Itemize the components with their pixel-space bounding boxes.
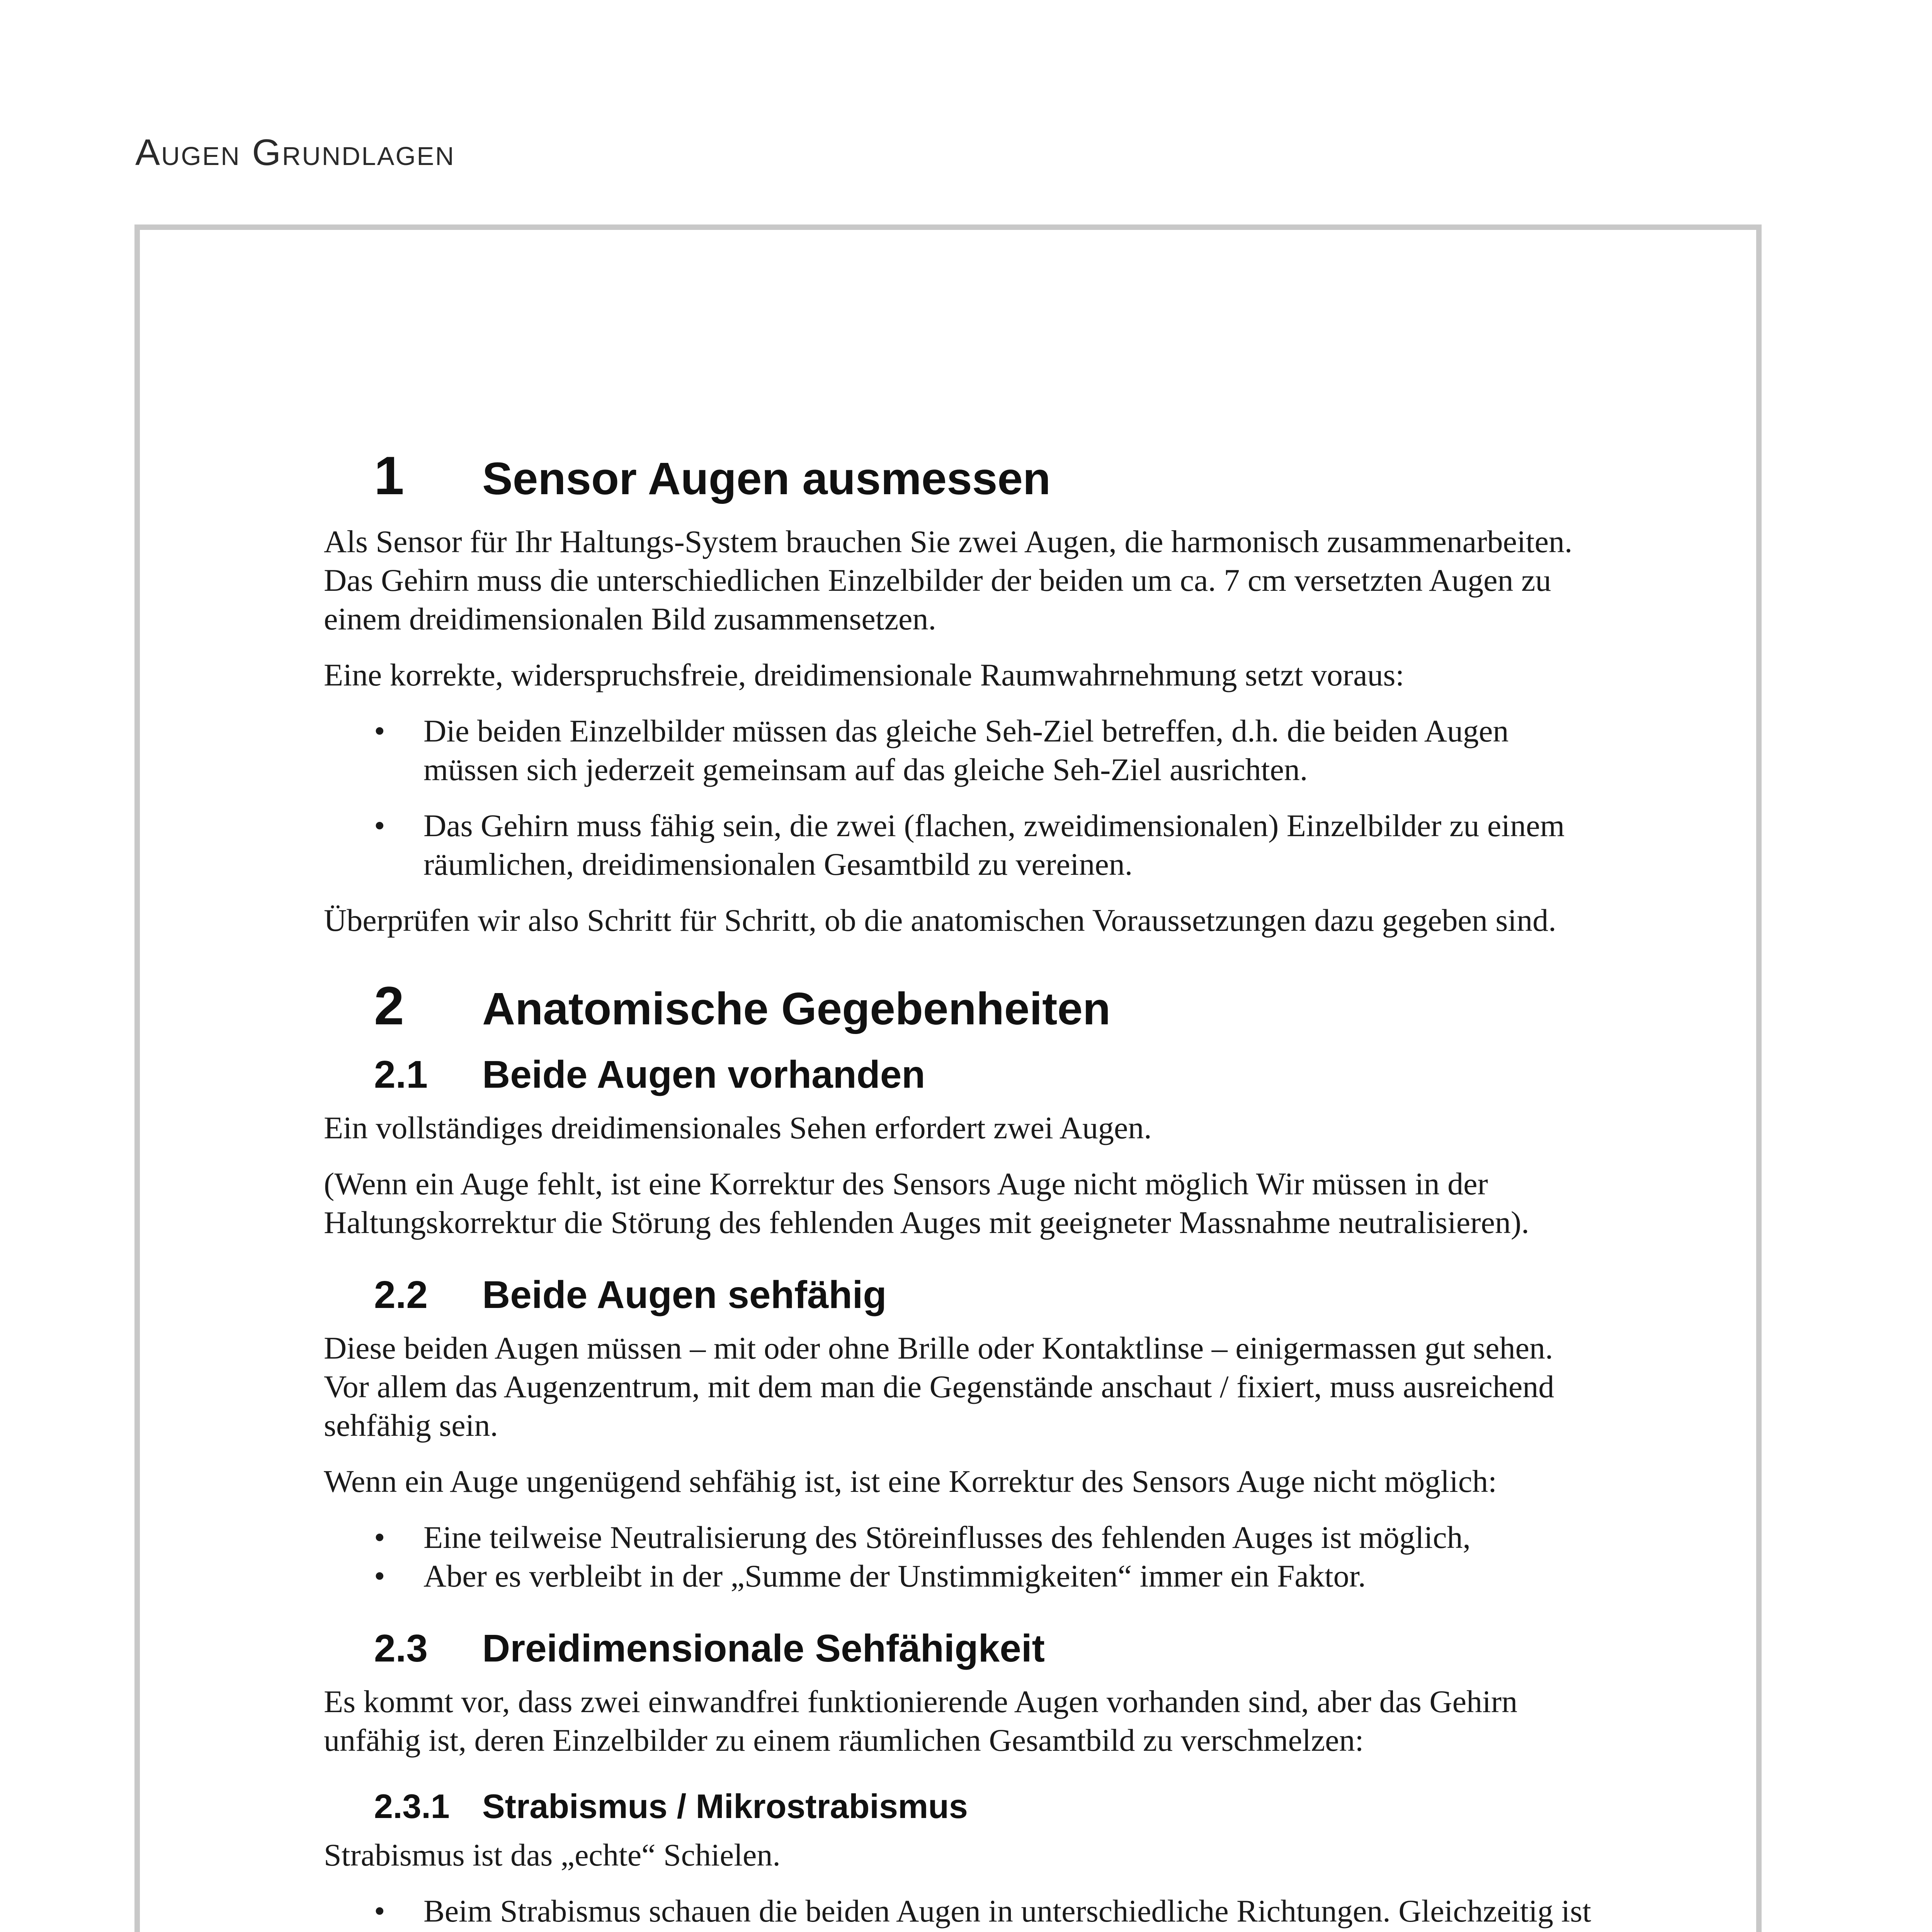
subsection-title: Beide Augen vorhanden (482, 1053, 925, 1096)
paragraph: Ein vollständiges dreidimensionales Sehen erfordert zwei Augen. (324, 1110, 1152, 1145)
subsection-heading (324, 1626, 1595, 1671)
subsubsection-heading (324, 1787, 1595, 1826)
section-heading (324, 444, 1595, 507)
paragraph: Diese beiden Augen müssen – mit oder ohne Brille oder Kontaktlinse – einigermassen gut sehen. Vor allem das Augenzentrum, mit dem man die Gegenstände anschaut / fixiert, muss ausreichend sehfähig sein. (324, 1330, 1554, 1443)
section-number: 1 (374, 445, 404, 506)
running-header: Augen Grundlagen (135, 132, 455, 173)
list-item: • Eine teilweise Neutralisierung des Störeinflusses des fehlenden Auges ist möglich, (324, 1518, 1595, 1557)
list-item: • Das Gehirn muss fähig sein, die zwei (flachen, zweidimensionalen) Einzelbilder zu einem räumlichen, dreidimensionalen Gesamtbild zu vereinen. (324, 806, 1595, 884)
document-body (324, 444, 1595, 1932)
subsection-heading (324, 1053, 1595, 1097)
paragraph: Wenn ein Auge ungenügend sehfähig ist, ist eine Korrektur des Sensors Auge nicht möglich: (324, 1464, 1497, 1499)
paragraph: Strabismus ist das „echte“ Schielen. (324, 1837, 781, 1872)
subsection-number: 2.3 (374, 1627, 428, 1670)
subsection-heading (324, 1273, 1595, 1317)
subsection-number: 2.1 (374, 1053, 428, 1096)
section-number: 2 (374, 975, 404, 1036)
list-item: • Beim Strabismus schauen die beiden Augen in unterschiedliche Richtungen. Gleichzeitig ist (324, 1892, 1595, 1932)
section-heading (324, 975, 1595, 1037)
subsection-title: Beide Augen sehfähig (482, 1273, 887, 1316)
subsubsection-number: 2.3.1 (374, 1787, 450, 1825)
list-item: • Die beiden Einzelbilder müssen das gleiche Seh-Ziel betreffen, d.h. die beiden Augen müssen sich jederzeit gemeinsam auf das gleiche Seh-Ziel ausrichten. (324, 712, 1595, 789)
paragraph: Es kommt vor, dass zwei einwandfrei funktionierende Augen vorhanden sind, aber das Gehirn unfähig ist, deren Einzelbilder zu einem räumlichen Gesamtbild zu verschmelzen: (324, 1684, 1518, 1758)
paragraph: Als Sensor für Ihr Haltungs-System brauchen Sie zwei Augen, die harmonisch zusammenarbeiten. Das Gehirn muss die unterschiedlichen Einzelbilder der beiden um ca. 7 cm versetzten Augen zu einem dreidimensionalen Bild zusammensetzen. (324, 524, 1573, 636)
bullet-list (324, 712, 1595, 884)
subsubsection-title: Strabismus / Mikrostrabismus (482, 1787, 968, 1825)
bullet-list (324, 1892, 1595, 1932)
section-title: Sensor Augen ausmessen (482, 453, 1051, 504)
section-title: Anatomische Gegebenheiten (482, 983, 1111, 1034)
list-item: • Aber es verbleibt in der „Summe der Unstimmigkeiten“ immer ein Faktor. (324, 1557, 1595, 1595)
bullet-list (324, 1518, 1595, 1595)
subsection-title: Dreidimensionale Sehfähigkeit (482, 1627, 1045, 1670)
paragraph: (Wenn ein Auge fehlt, ist eine Korrektur des Sensors Auge nicht möglich Wir müssen in der Haltungskorrektur die Störung des fehlenden Auges mit geeigneter Massnahme neutralisieren). (324, 1166, 1529, 1240)
paragraph: Eine korrekte, widerspruchsfreie, dreidimensionale Raumwahrnehmung setzt voraus: (324, 657, 1405, 692)
subsection-number: 2.2 (374, 1273, 428, 1316)
paragraph: Überprüfen wir also Schritt für Schritt, ob die anatomischen Voraussetzungen dazu gegeben sind. (324, 903, 1556, 938)
